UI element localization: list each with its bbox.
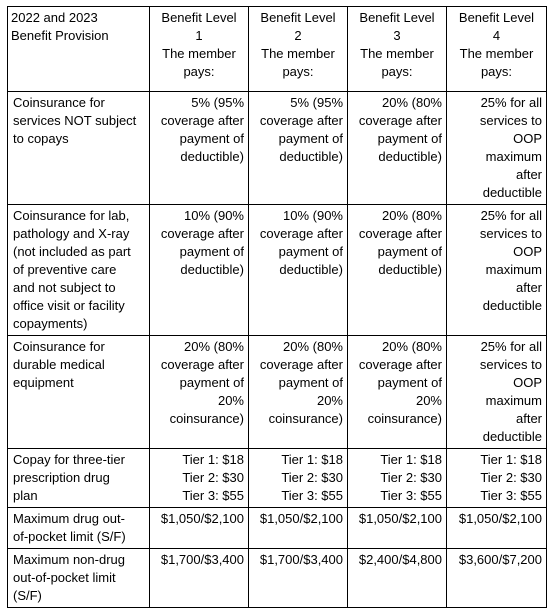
cell-level-3: 20% (80% coverage after payment of 20% coinsurance) [348, 336, 447, 449]
cell-level-1: 10% (90% coverage after payment of deductible) [150, 205, 249, 336]
cell-level-2: 5% (95% coverage after payment of deductible) [249, 92, 348, 205]
row-label: Coinsurance for services NOT subject to copays [8, 92, 150, 205]
cell-level-1: Tier 1: $18 Tier 2: $30 Tier 3: $55 [150, 449, 249, 508]
row-label: Maximum non-drug out-of-pocket limit (S/F) [8, 549, 150, 608]
row-label: Coinsurance for lab, pathology and X-ray (not included as part of preventive care and not subject to office visit or facility copayments) [8, 205, 150, 336]
cell-level-2: 10% (90% coverage after payment of deductible) [249, 205, 348, 336]
table-row [8, 205, 547, 336]
table-row [8, 508, 547, 549]
cell-level-2: Tier 1: $18 Tier 2: $30 Tier 3: $55 [249, 449, 348, 508]
cell-level-2: $1,050/$2,100 [249, 508, 348, 549]
cell-level-1: $1,050/$2,100 [150, 508, 249, 549]
row-label: Coinsurance for durable medical equipment [8, 336, 150, 449]
row-label: Maximum drug out- of-pocket limit (S/F) [8, 508, 150, 549]
cell-level-4: 25% for all services to OOP maximum after deductible [447, 205, 547, 336]
cell-level-3: Tier 1: $18 Tier 2: $30 Tier 3: $55 [348, 449, 447, 508]
cell-level-1: 5% (95% coverage after payment of deductible) [150, 92, 249, 205]
cell-level-1: $1,700/$3,400 [150, 549, 249, 608]
header-benefit-level-4: Benefit Level 4 The member pays: [447, 7, 547, 92]
cell-level-2: $1,700/$3,400 [249, 549, 348, 608]
header-benefit-level-1: Benefit Level 1 The member pays: [150, 7, 249, 92]
cell-level-4: 25% for all services to OOP maximum after deductible [447, 92, 547, 205]
cell-level-3: 20% (80% coverage after payment of deductible) [348, 205, 447, 336]
table-row [8, 92, 547, 205]
header-benefit-level-2: Benefit Level 2 The member pays: [249, 7, 348, 92]
cell-level-4: Tier 1: $18 Tier 2: $30 Tier 3: $55 [447, 449, 547, 508]
table-row [8, 336, 547, 449]
row-label: Copay for three-tier prescription drug plan [8, 449, 150, 508]
cell-level-1: 20% (80% coverage after payment of 20% coinsurance) [150, 336, 249, 449]
benefit-provision-table [7, 6, 547, 608]
cell-level-2: 20% (80% coverage after payment of 20% coinsurance) [249, 336, 348, 449]
cell-level-4: $3,600/$7,200 [447, 549, 547, 608]
cell-level-4: 25% for all services to OOP maximum after deductible [447, 336, 547, 449]
header-benefit-level-3: Benefit Level 3 The member pays: [348, 7, 447, 92]
cell-level-4: $1,050/$2,100 [447, 508, 547, 549]
table-header-row [8, 7, 547, 92]
cell-level-3: $1,050/$2,100 [348, 508, 447, 549]
header-benefit-provision: 2022 and 2023 Benefit Provision [8, 7, 150, 92]
cell-level-3: $2,400/$4,800 [348, 549, 447, 608]
table-row [8, 449, 547, 508]
cell-level-3: 20% (80% coverage after payment of deductible) [348, 92, 447, 205]
